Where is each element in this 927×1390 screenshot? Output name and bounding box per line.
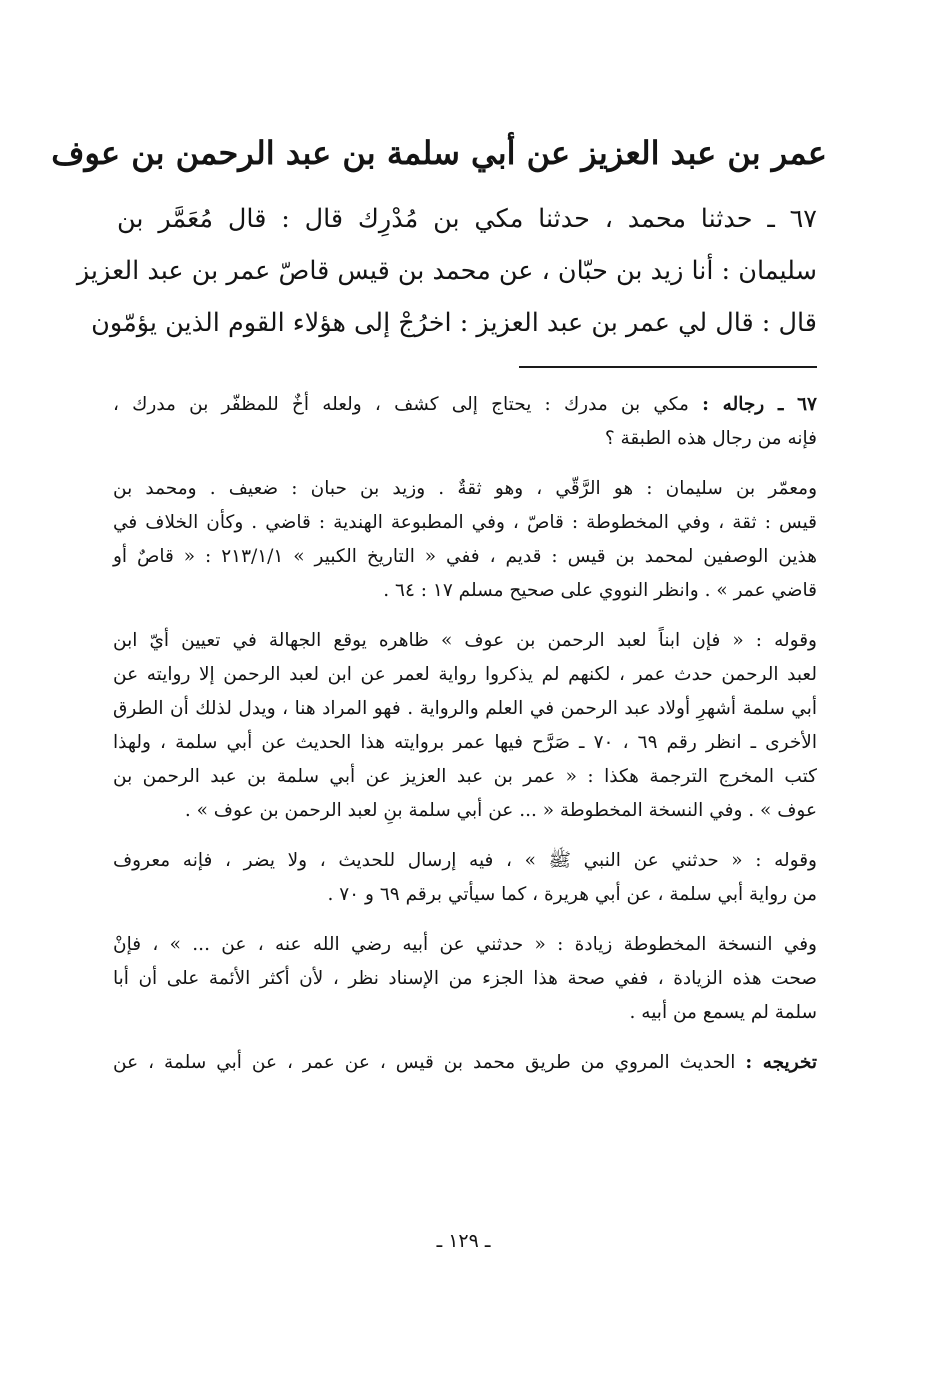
note-line: هذين الوصفين لمحمد بن قيس : قديم ، ففي « التاريخ الكبير » ٢١٣/١/١ : « قاصٌ أو xyxy=(113,546,818,567)
note-line: ومعمّر بن سليمان : هو الرَّقّي ، وهو ثقةٌ . وزيد بن حبان : ضعيف . ومحمد بن xyxy=(113,478,817,499)
note-line: أبي سلمة أشهرِ أولاد عبد الرحمن في العلم والرواية . فهو المراد هنا ، ويدل لذلك أن الطرق xyxy=(113,698,817,719)
son-of-abdulrahman-paragraph xyxy=(113,624,817,828)
note-line: الأخرى ـ انظر رقم ٦٩ ، ٧٠ ـ صَرَّح فيها عمر بروايته هذا الحديث عن أبي سلمة ، ولهذا xyxy=(113,732,817,753)
hadith-line: قال : قال لي عمر بن عبد العزيز : اخرُجْ إلى هؤلاء القوم الذين يؤمّون xyxy=(91,308,817,338)
note-line xyxy=(113,388,817,422)
rijal-paragraph xyxy=(113,388,817,456)
footnote-separator xyxy=(519,366,817,368)
note-line: سلمة لم يسمع من أبيه . xyxy=(629,1002,817,1023)
note-line: فإنه من رجال هذه الطبقة ؟ xyxy=(604,428,817,449)
note-line: صحت هذه الزيادة ، ففي صحة هذا الجزء من الإسناد نظر ، لأن أكثر الأئمة على أن أبا xyxy=(113,968,817,989)
note-line: وقوله : « فإن ابناً لعبد الرحمن بن عوف » ظاهره يوقع الجهالة في تعيين أيّ ابن xyxy=(113,630,817,651)
irsal-paragraph xyxy=(113,844,817,912)
chapter-title: عمر بن عبد العزيز عن أبي سلمة بن عبد الرحمن بن عوف xyxy=(51,134,827,172)
note-line: كتب المخرج الترجمة هكذا : « عمر بن عبد العزيز عن أبي سلمة بن عبد الرحمن بن xyxy=(113,766,817,787)
note-line: قاضي عمر » . وانظر النووي على صحيح مسلم ١٧ : ٦٤ . xyxy=(383,580,817,601)
hadith-line: ٦٧ ـ حدثنا محمد ، حدثنا مكي بن مُدْرِك قال : قال مُعَمَّر بن xyxy=(117,204,817,234)
manuscript-addition-paragraph xyxy=(113,928,817,1030)
rijal-label: ٦٧ ـ رجاله : xyxy=(702,394,817,415)
hadith-text xyxy=(76,193,817,349)
note-line: لعبد الرحمن حدث عمر ، لكنهم لم يذكروا رواية لعمر عن ابن لعبد الرحمن إلا روايته عن xyxy=(113,664,817,685)
takhrij-paragraph xyxy=(113,1046,817,1080)
note-line: وقوله : « حدثني عن النبي ﷺ » ، فيه إرسال للحديث ، ولا يضر ، فإنه معروف xyxy=(113,850,817,871)
note-line: من رواية أبي سلمة ، عن أبي هريرة ، كما سيأتي برقم ٦٩ و ٧٠ . xyxy=(327,884,817,905)
note-line: وفي النسخة المخطوطة زيادة : « حدثني عن أبيه رضي الله عنه ، عن ... » ، فإنْ xyxy=(113,934,817,955)
narrators-paragraph xyxy=(113,472,817,608)
hadith-line: سليمان : أنا زيد بن حبّان ، عن محمد بن قيس قاصّ عمر بن عبد العزيز xyxy=(76,256,817,286)
takhrij-label: تخريجه : xyxy=(745,1052,817,1073)
note-line xyxy=(113,1046,817,1080)
footnotes xyxy=(113,388,817,1096)
note-line: قيس : ثقة ، وفي المخطوطة : قاصّ ، وفي المطبوعة الهندية : قاضي . وكأن الخلاف في xyxy=(113,512,817,533)
page-number: ـ ١٢٩ ـ xyxy=(436,1230,491,1252)
note-text: الحديث المروي من طريق محمد بن قيس ، عن عمر ، عن أبي سلمة ، عن xyxy=(113,1052,746,1073)
note-line: عوف » . وفي النسخة المخطوطة « ... عن أبي سلمة بنِ لعبد الرحمن بن عوف » . xyxy=(184,800,817,821)
note-text: مكي بن مدرك : يحتاج إلى كشف ، ولعله أخٌ للمظفّر بن مدرك ، xyxy=(113,394,703,415)
